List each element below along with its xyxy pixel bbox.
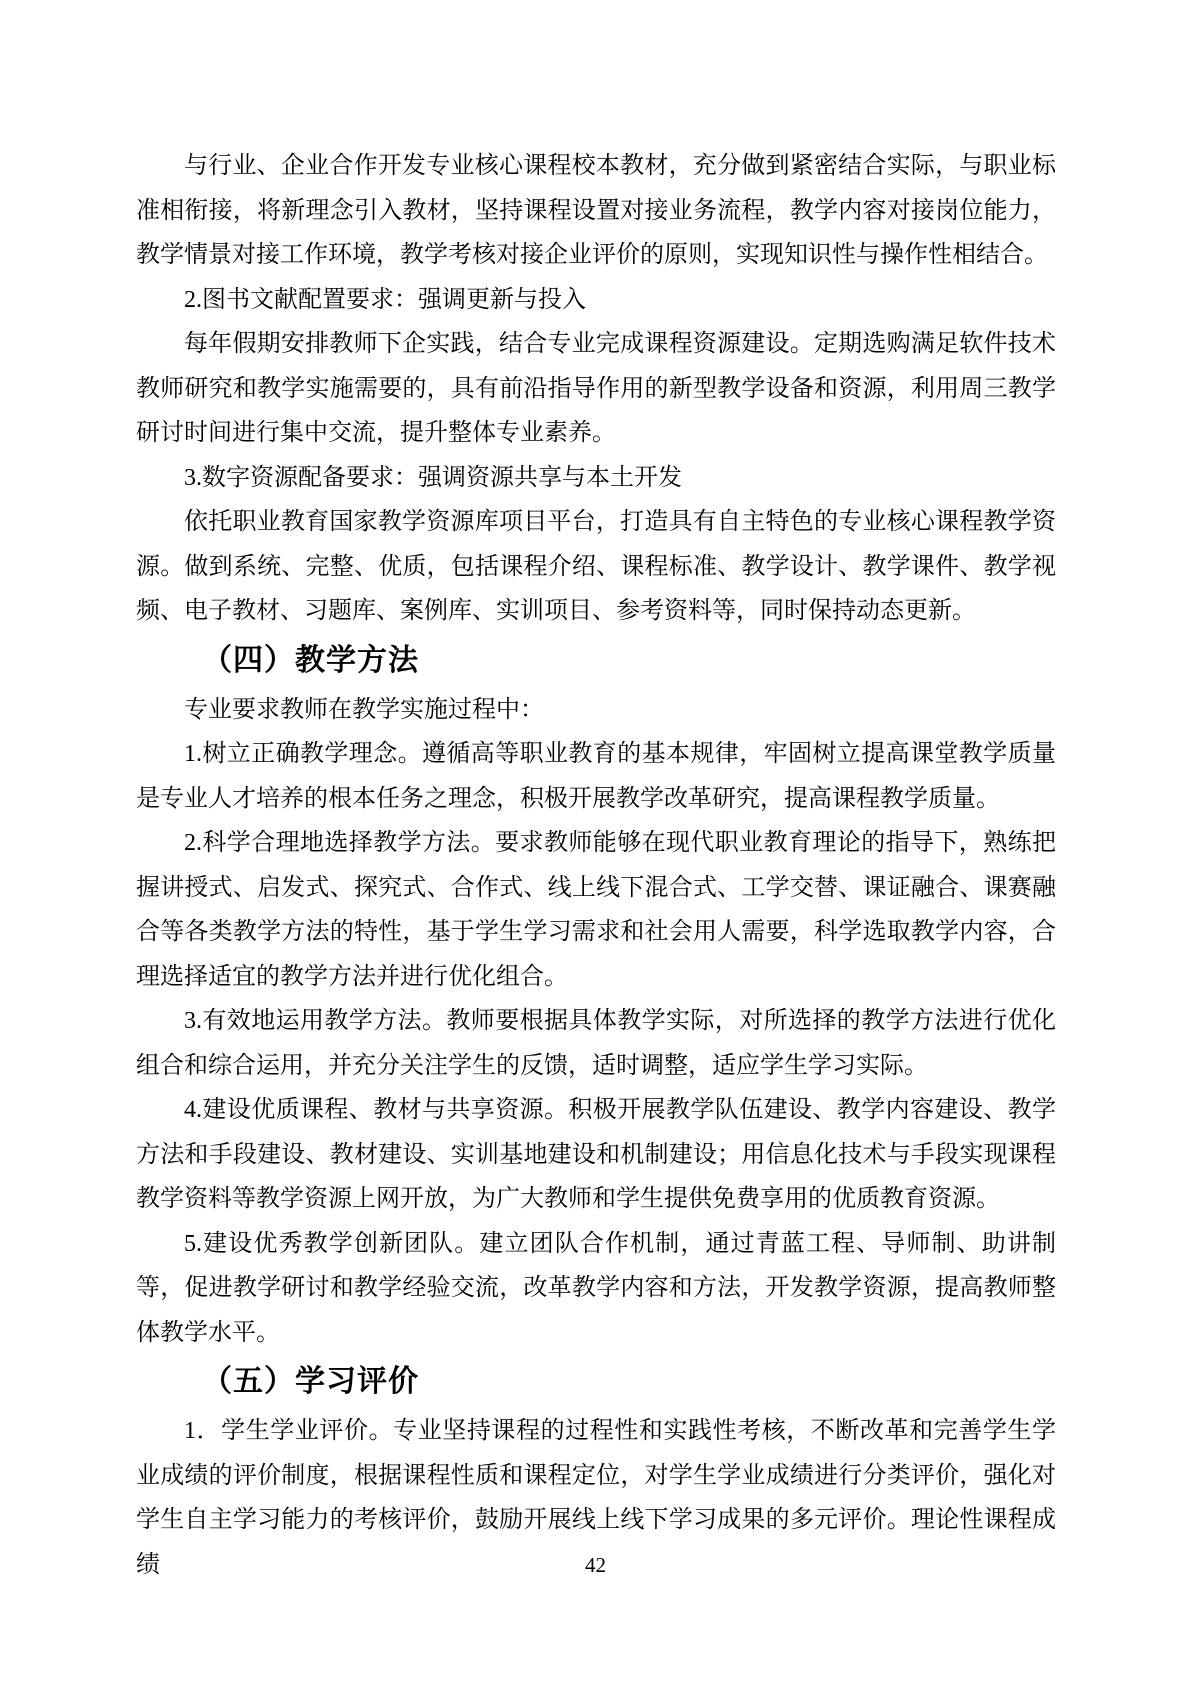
body-paragraph: 依托职业教育国家教学资源库项目平台，打造具有自主特色的专业核心课程教学资源。做到系统、完整、优质，包括课程介绍、课程标准、教学设计、教学课件、教学视频、电子教材、习题库、案例库、实训项目、参考资料等，同时保持动态更新。 <box>136 509 1056 624</box>
body-paragraph: 2.科学合理地选择教学方法。要求教师能够在现代职业教育理论的指导下，熟练把握讲授式、启发式、探究式、合作式、线上线下混合式、工学交替、课证融合、课赛融合等各类教学方法的特性，基于学生学习需求和社会用人需要，科学选取教学内容，合理选择适宜的教学方法并进行优化组合。 <box>136 830 1056 990</box>
body-paragraph: 2.图书文献配置要求：强调更新与投入 <box>184 286 586 313</box>
body-paragraph: 4.建设优质课程、教材与共享资源。积极开展教学队伍建设、教学内容建设、教学方法和手段建设、教材建设、实训基地建设和机制建设；用信息化技术与手段实现课程教学资料等教学资源上网开放，为广大教师和学生提供免费享用的优质教育资源。 <box>136 1097 1056 1212</box>
body-paragraph: 与行业、企业合作开发专业核心课程校本教材，充分做到紧密结合实际，与职业标准相衔接，将新理念引入教材，坚持课程设置对接业务流程，教学内容对接岗位能力，教学情景对接工作环境，教学考核对接企业评价的原则，实现知识性与操作性相结合。 <box>136 153 1056 268</box>
body-paragraph: 1.树立正确教学理念。遵循高等职业教育的基本规律，牢固树立提高课堂教学质量是专业人才培养的根本任务之理念，积极开展教学改革研究，提高课程教学质量。 <box>136 741 1056 812</box>
page-content <box>136 144 1056 1587</box>
page-number: 42 <box>585 1553 606 1577</box>
section-heading-teaching-methods: （四）教学方法 <box>202 643 419 677</box>
body-paragraph: 3.数字资源配备要求：强调资源共享与本土开发 <box>184 464 682 491</box>
body-paragraph: 5.建设优秀教学创新团队。建立团队合作机制，通过青蓝工程、导师制、助讲制等，促进教学研讨和教学经验交流，改革教学内容和方法，开发教学资源，提高教师整体教学水平。 <box>136 1230 1056 1346</box>
body-paragraph: 1．学生学业评价。专业坚持课程的过程性和实践性考核，不断改革和完善学生学业成绩的评价制度，根据课程性质和课程定位，对学生学业成绩进行分类评价，强化对学生自主学习能力的考核评价，鼓励开展线上线下学习成果的多元评价。理论性课程成绩 <box>136 1418 1056 1578</box>
body-paragraph: 每年假期安排教师下企实践，结合专业完成课程资源建设。定期选购满足软件技术教师研究和教学实施需要的，具有前沿指导作用的新型教学设备和资源，利用周三教学研讨时间进行集中交流，提升整体专业素养。 <box>136 331 1056 446</box>
body-paragraph: 专业要求教师在教学实施过程中： <box>184 696 544 723</box>
body-paragraph: 3.有效地运用教学方法。教师要根据具体教学实际，对所选择的教学方法进行优化组合和综合运用，并充分关注学生的反馈，适时调整，适应学生学习实际。 <box>136 1008 1056 1079</box>
section-heading-learning-evaluation: （五）学习评价 <box>202 1365 419 1398</box>
